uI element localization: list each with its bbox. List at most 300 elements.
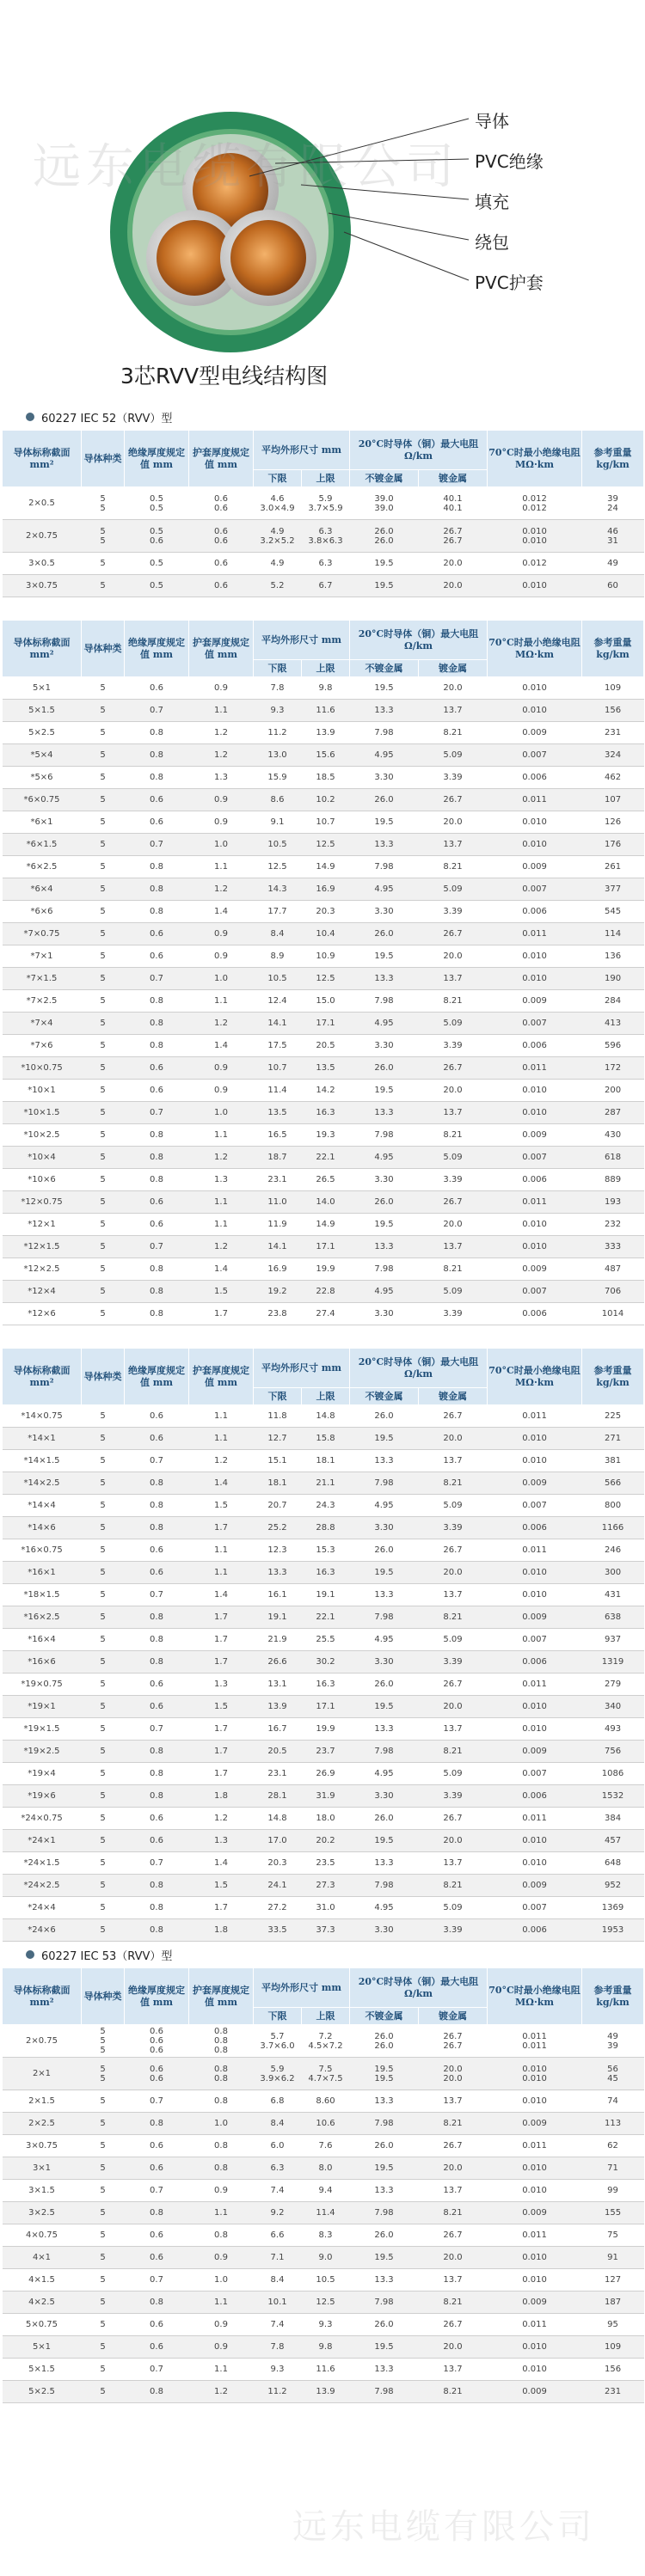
- table-cell: 1.2: [189, 1808, 254, 1830]
- table-cell: 176: [582, 834, 644, 856]
- table-cell: 13.7: [419, 1852, 488, 1875]
- table-cell: 9.0: [302, 2247, 350, 2269]
- header-plain: 不镀金属: [350, 1388, 419, 1405]
- table-cell: 20.0: [419, 1214, 488, 1236]
- table-cell: 26.7: [419, 789, 488, 811]
- table-cell: 8.21: [419, 2113, 488, 2135]
- table-cell: 7.98: [350, 1741, 419, 1763]
- table-cell: 1086: [582, 1763, 644, 1785]
- table-cell: 5: [82, 744, 125, 767]
- table-cell: 5: [82, 968, 125, 990]
- table-cell: 19.9: [302, 1258, 350, 1281]
- table-cell: 20.0: [419, 2247, 488, 2269]
- table-cell: 0.009: [488, 856, 582, 878]
- table-cell: 3.39: [419, 1169, 488, 1191]
- table-cell: 5: [82, 1919, 125, 1942]
- table-cell: *6×4: [3, 878, 82, 901]
- table-cell: 8.0: [302, 2157, 350, 2180]
- table-cell: 17.5: [254, 1035, 302, 1057]
- table-cell: 1.7: [189, 1718, 254, 1741]
- table-cell: 0.007: [488, 1013, 582, 1035]
- table-cell: 3.39: [419, 767, 488, 789]
- table-cell: 3×1: [3, 2157, 82, 2180]
- table-cell: 23.5: [302, 1852, 350, 1875]
- table-cell: 10.5: [254, 968, 302, 990]
- table-cell: 5: [82, 2247, 125, 2269]
- label-conductor: 导体: [475, 111, 509, 132]
- header-reference-weight: 参考重量 kg/km: [582, 431, 644, 487]
- table-cell: 11.6: [302, 2359, 350, 2381]
- table-cell: 618: [582, 1147, 644, 1169]
- table-cell: 8.21: [419, 2381, 488, 2403]
- table-cell: 13.3: [350, 834, 419, 856]
- table-cell: 0.6: [125, 1080, 189, 1102]
- table-cell: 1.3: [189, 1830, 254, 1852]
- table-cell: *12×0.75: [3, 1191, 82, 1214]
- table-cell: 9.2: [254, 2202, 302, 2224]
- table-cell: 381: [582, 1450, 644, 1472]
- table-cell: 0.9: [189, 789, 254, 811]
- table-cell: 231: [582, 2381, 644, 2403]
- table-row: [3, 2202, 644, 2224]
- table-cell: 5: [82, 2224, 125, 2247]
- table-cell: 16.3: [302, 1102, 350, 1124]
- table-cell: 5: [82, 1875, 125, 1897]
- table-cell: 0.8 0.8: [189, 2058, 254, 2090]
- table-cell: 1953: [582, 1919, 644, 1942]
- table-cell: 15.1: [254, 1450, 302, 1472]
- table-cell: 46 31: [582, 520, 644, 553]
- header-insulation-resistance: 70°C时最小绝缘电阻 MΩ·km: [488, 621, 582, 677]
- section-title: [0, 404, 645, 430]
- table-cell: 0.010: [488, 1718, 582, 1741]
- table-cell: 37.3: [302, 1919, 350, 1942]
- table-cell: 0.8: [125, 2381, 189, 2403]
- table-cell: *14×4: [3, 1495, 82, 1517]
- table-cell: *12×1.5: [3, 1236, 82, 1258]
- table-cell: 26.5: [302, 1169, 350, 1191]
- table-cell: 1.7: [189, 1303, 254, 1325]
- table-row: [3, 1696, 644, 1718]
- table-cell: 0.010: [488, 1830, 582, 1852]
- table-row: [3, 945, 644, 968]
- table-cell: 5: [82, 2180, 125, 2202]
- table-cell: 0.011: [488, 1673, 582, 1696]
- table-cell: 0.6: [125, 1830, 189, 1852]
- table-cell: 0.6: [125, 677, 189, 700]
- table-row: [3, 2291, 644, 2314]
- table-cell: 3×2.5: [3, 2202, 82, 2224]
- table-cell: 0.6: [125, 945, 189, 968]
- table-cell: 8.3: [302, 2224, 350, 2247]
- table-cell: 0.010: [488, 968, 582, 990]
- table-cell: 0.8: [125, 1785, 189, 1808]
- table-row: [3, 789, 644, 811]
- table-cell: 27.3: [302, 1875, 350, 1897]
- table-cell: 11.0: [254, 1191, 302, 1214]
- table-cell: 0.006: [488, 1517, 582, 1539]
- table-cell: 5: [82, 700, 125, 722]
- table-cell: *5×6: [3, 767, 82, 789]
- table-cell: 1.1: [189, 1191, 254, 1214]
- table-row: [3, 1785, 644, 1808]
- table-cell: 1.1: [189, 990, 254, 1013]
- table-cell: 0.011: [488, 1057, 582, 1080]
- table-cell: 0.9: [189, 811, 254, 834]
- table-row: [3, 767, 644, 789]
- table-cell: 5 5: [82, 520, 125, 553]
- table-cell: 0.6: [125, 811, 189, 834]
- table-cell: *6×6: [3, 901, 82, 923]
- table-row: [3, 1258, 644, 1281]
- table-cell: 5.09: [419, 1147, 488, 1169]
- table-cell: 5: [82, 767, 125, 789]
- table-cell: 1.1: [189, 1428, 254, 1450]
- table-cell: 5: [82, 1013, 125, 1035]
- table-cell: 193: [582, 1191, 644, 1214]
- table-cell: 5.09: [419, 1495, 488, 1517]
- table-cell: 3.30: [350, 1785, 419, 1808]
- table-cell: 706: [582, 1281, 644, 1303]
- table-cell: 8.21: [419, 722, 488, 744]
- table-cell: 6.3: [302, 553, 350, 575]
- table-cell: 5: [82, 677, 125, 700]
- table-cell: 8.4: [254, 2269, 302, 2291]
- header-plain: 不镀金属: [350, 470, 419, 487]
- table-row: [3, 990, 644, 1013]
- table-cell: 5: [82, 1718, 125, 1741]
- table-row: [3, 1897, 644, 1919]
- table-cell: 8.9: [254, 945, 302, 968]
- table-cell: 1.5: [189, 1281, 254, 1303]
- table-cell: 8.21: [419, 2291, 488, 2314]
- table-cell: 2×1: [3, 2058, 82, 2090]
- table-cell: 3.39: [419, 1785, 488, 1808]
- table-row: [3, 2113, 644, 2135]
- header-lower-limit: 下限: [254, 660, 302, 677]
- table-cell: 0.9: [189, 945, 254, 968]
- table-cell: 3×0.75: [3, 575, 82, 597]
- table-cell: 5: [82, 1830, 125, 1852]
- table-cell: 156: [582, 700, 644, 722]
- table-cell: 200: [582, 1080, 644, 1102]
- table-row: [3, 2135, 644, 2157]
- table-cell: 7.1: [254, 2247, 302, 2269]
- table-cell: 156: [582, 2359, 644, 2381]
- table-cell: 0.6: [125, 1057, 189, 1080]
- table-row: [3, 2314, 644, 2336]
- table-cell: 14.0: [302, 1191, 350, 1214]
- table-cell: 0.7: [125, 834, 189, 856]
- table-cell: 5: [82, 1080, 125, 1102]
- table-cell: 0.007: [488, 1147, 582, 1169]
- table-cell: 0.6 0.6: [125, 2058, 189, 2090]
- table-cell: 0.9: [189, 1080, 254, 1102]
- table-cell: 0.010: [488, 1428, 582, 1450]
- table-cell: 9.3: [254, 700, 302, 722]
- table-cell: 71: [582, 2157, 644, 2180]
- bullet-icon: [26, 1950, 34, 1959]
- table-cell: 5: [82, 834, 125, 856]
- table-cell: 3.39: [419, 1303, 488, 1325]
- table-cell: 30.2: [302, 1651, 350, 1673]
- table-cell: 5: [82, 1808, 125, 1830]
- header-max-resistance: 20°C时导体（铜）最大电阻 Ω/km: [350, 621, 488, 660]
- table-cell: 5: [82, 1539, 125, 1562]
- table-cell: 800: [582, 1495, 644, 1517]
- table-cell: 13.3: [254, 1562, 302, 1584]
- table-cell: 26.6: [254, 1651, 302, 1673]
- table-cell: 39 24: [582, 487, 644, 520]
- table-cell: 2×0.75: [3, 2025, 82, 2058]
- table-cell: 0.010: [488, 1214, 582, 1236]
- table-cell: 5: [82, 1214, 125, 1236]
- table-row: [3, 878, 644, 901]
- table-cell: 0.8: [125, 1303, 189, 1325]
- table-cell: 31.9: [302, 1785, 350, 1808]
- table-cell: 0.011: [488, 1191, 582, 1214]
- table-cell: 5: [82, 2314, 125, 2336]
- table-cell: 9.8: [302, 2336, 350, 2359]
- table-cell: 7.2 4.5×7.2: [302, 2025, 350, 2058]
- table-cell: 0.8: [189, 2135, 254, 2157]
- table-cell: 109: [582, 677, 644, 700]
- table-row: [3, 1808, 644, 1830]
- table-cell: 1.4: [189, 1035, 254, 1057]
- table-cell: 26.0: [350, 2314, 419, 2336]
- table-cell: 431: [582, 1584, 644, 1606]
- spec-section: [0, 1325, 645, 1942]
- table-cell: *6×0.75: [3, 789, 82, 811]
- table-cell: 0.009: [488, 2202, 582, 2224]
- header-insulation-resistance: 70°C时最小绝缘电阻 MΩ·km: [488, 1968, 582, 2025]
- table-cell: 13.0: [254, 744, 302, 767]
- table-cell: 1.1: [189, 1539, 254, 1562]
- table-cell: 5: [82, 945, 125, 968]
- table-cell: 5.09: [419, 878, 488, 901]
- table-cell: 0.7: [125, 2269, 189, 2291]
- table-cell: 6.3: [254, 2157, 302, 2180]
- table-cell: 1.2: [189, 878, 254, 901]
- spec-table: [2, 620, 644, 1325]
- table-cell: 95: [582, 2314, 644, 2336]
- table-row: [3, 2058, 644, 2090]
- watermark: 远东电缆有限公司: [33, 139, 459, 195]
- table-cell: 26.0: [350, 923, 419, 945]
- table-cell: 12.4: [254, 990, 302, 1013]
- table-cell: 5: [82, 923, 125, 945]
- table-cell: *10×1.5: [3, 1102, 82, 1124]
- table-cell: 4.9: [254, 553, 302, 575]
- table-cell: 28.8: [302, 1517, 350, 1539]
- table-cell: 18.7: [254, 1147, 302, 1169]
- table-cell: 0.8: [125, 2202, 189, 2224]
- table-cell: 10.2: [302, 789, 350, 811]
- table-cell: 1319: [582, 1651, 644, 1673]
- table-cell: 11.8: [254, 1405, 302, 1428]
- table-cell: 4.95: [350, 1013, 419, 1035]
- table-cell: 1.4: [189, 1472, 254, 1495]
- table-cell: 136: [582, 945, 644, 968]
- table-cell: 20.0: [419, 1428, 488, 1450]
- table-cell: 0.006: [488, 767, 582, 789]
- table-cell: 6.8: [254, 2090, 302, 2113]
- table-cell: 0.011: [488, 2314, 582, 2336]
- table-cell: 19.5: [350, 945, 419, 968]
- table-cell: 9.3: [254, 2359, 302, 2381]
- table-cell: *10×6: [3, 1169, 82, 1191]
- table-cell: 1.4: [189, 1258, 254, 1281]
- table-cell: 12.5: [302, 968, 350, 990]
- table-cell: 0.006: [488, 1785, 582, 1808]
- table-cell: 0.8: [125, 1013, 189, 1035]
- table-cell: 14.9: [302, 856, 350, 878]
- table-cell: 5×2.5: [3, 722, 82, 744]
- table-cell: 10.4: [302, 923, 350, 945]
- table-cell: *7×1.5: [3, 968, 82, 990]
- table-cell: 13.3: [350, 2090, 419, 2113]
- table-cell: *10×4: [3, 1147, 82, 1169]
- table-cell: 0.8: [125, 1897, 189, 1919]
- table-cell: 225: [582, 1405, 644, 1428]
- table-cell: 0.9: [189, 923, 254, 945]
- table-cell: 3.30: [350, 1169, 419, 1191]
- table-cell: 1.8: [189, 1919, 254, 1942]
- table-cell: 19.5: [350, 677, 419, 700]
- table-cell: 0.7: [125, 1450, 189, 1472]
- table-cell: 4×1: [3, 2247, 82, 2269]
- table-cell: 3.30: [350, 901, 419, 923]
- table-cell: 17.1: [302, 1236, 350, 1258]
- table-cell: 231: [582, 722, 644, 744]
- table-cell: 9.1: [254, 811, 302, 834]
- table-cell: 1.1: [189, 856, 254, 878]
- table-cell: 0.8: [125, 990, 189, 1013]
- table-cell: 0.9: [189, 677, 254, 700]
- table-cell: 1.3: [189, 767, 254, 789]
- table-cell: 0.8: [125, 901, 189, 923]
- table-cell: 26.0: [350, 1673, 419, 1696]
- table-cell: 0.007: [488, 744, 582, 767]
- header-conductor-class: 导体种类: [82, 1349, 125, 1405]
- table-cell: 0.8: [125, 1629, 189, 1651]
- table-cell: 20.0: [419, 553, 488, 575]
- table-row: [3, 1852, 644, 1875]
- table-cell: 1.1: [189, 2359, 254, 2381]
- table-cell: 7.4: [254, 2180, 302, 2202]
- table-cell: 0.7: [125, 968, 189, 990]
- table-cell: 8.21: [419, 990, 488, 1013]
- table-cell: *7×1: [3, 945, 82, 968]
- table-cell: 952: [582, 1875, 644, 1897]
- header-outer-dimension: 平均外形尺寸 mm: [254, 1968, 350, 2008]
- table-cell: 4×2.5: [3, 2291, 82, 2314]
- table-cell: *12×2.5: [3, 1258, 82, 1281]
- table-cell: 26.0: [350, 1405, 419, 1428]
- table-cell: 13.7: [419, 968, 488, 990]
- header-metal-coated: 镀金属: [419, 2008, 488, 2025]
- table-cell: 0.6: [125, 2157, 189, 2180]
- table-cell: 14.3: [254, 878, 302, 901]
- table-cell: 4.95: [350, 1281, 419, 1303]
- table-cell: 0.6 0.6: [189, 520, 254, 553]
- table-cell: 1166: [582, 1517, 644, 1539]
- table-cell: 6.6: [254, 2224, 302, 2247]
- table-cell: 5×2.5: [3, 2381, 82, 2403]
- table-cell: 0.6: [125, 1562, 189, 1584]
- table-row: [3, 1562, 644, 1584]
- table-cell: 20.0: [419, 945, 488, 968]
- table-cell: 12.5: [302, 2291, 350, 2314]
- table-cell: 0.7: [125, 1102, 189, 1124]
- table-cell: 20.0: [419, 2157, 488, 2180]
- table-cell: 1.0: [189, 1102, 254, 1124]
- table-cell: 7.98: [350, 1124, 419, 1147]
- table-cell: 4.95: [350, 744, 419, 767]
- table-cell: 0.010: [488, 945, 582, 968]
- table-cell: 377: [582, 878, 644, 901]
- table-cell: 26.0: [350, 2135, 419, 2157]
- table-row: [3, 923, 644, 945]
- table-cell: 8.21: [419, 1258, 488, 1281]
- header-upper-limit: 上限: [302, 2008, 350, 2025]
- table-cell: 20.0: [419, 1696, 488, 1718]
- table-cell: 5.9 3.7×5.9: [302, 487, 350, 520]
- table-cell: 0.010: [488, 700, 582, 722]
- table-cell: 3.39: [419, 1035, 488, 1057]
- table-cell: 0.6: [125, 1405, 189, 1428]
- table-cell: 19.9: [302, 1718, 350, 1741]
- header-insulation-resistance: 70°C时最小绝缘电阻 MΩ·km: [488, 1349, 582, 1405]
- table-cell: 5: [82, 1147, 125, 1169]
- table-cell: 26.7: [419, 1808, 488, 1830]
- table-cell: 19.2: [254, 1281, 302, 1303]
- table-cell: 5: [82, 990, 125, 1013]
- table-cell: 8.4: [254, 923, 302, 945]
- table-cell: 11.2: [254, 722, 302, 744]
- table-cell: 12.5: [302, 834, 350, 856]
- table-cell: 3.30: [350, 1919, 419, 1942]
- table-cell: 1.2: [189, 1013, 254, 1035]
- table-row: [3, 1035, 644, 1057]
- table-cell: 155: [582, 2202, 644, 2224]
- table-cell: 0.010: [488, 834, 582, 856]
- table-cell: 0.8: [125, 1035, 189, 1057]
- table-cell: 8.21: [419, 1741, 488, 1763]
- table-cell: 3.30: [350, 1303, 419, 1325]
- table-row: [3, 1013, 644, 1035]
- table-cell: 13.3: [350, 2180, 419, 2202]
- table-cell: 5: [82, 2113, 125, 2135]
- header-max-resistance: 20°C时导体（铜）最大电阻 Ω/km: [350, 431, 488, 470]
- table-row: [3, 2359, 644, 2381]
- table-cell: 0.006: [488, 1919, 582, 1942]
- table-cell: 0.7: [125, 700, 189, 722]
- table-cell: 0.009: [488, 1606, 582, 1629]
- table-cell: 0.6: [125, 1696, 189, 1718]
- table-cell: 1.8: [189, 1785, 254, 1808]
- table-cell: 16.3: [302, 1562, 350, 1584]
- table-cell: 0.8: [125, 1875, 189, 1897]
- table-row: [3, 1124, 644, 1147]
- table-cell: 5: [82, 811, 125, 834]
- header-cross-section: 导体标称截面 mm²: [3, 1349, 82, 1405]
- table-cell: 172: [582, 1057, 644, 1080]
- table-cell: 8.60: [302, 2090, 350, 2113]
- table-cell: 5: [82, 789, 125, 811]
- table-cell: 0.010: [488, 1562, 582, 1584]
- table-cell: 20.5: [302, 1035, 350, 1057]
